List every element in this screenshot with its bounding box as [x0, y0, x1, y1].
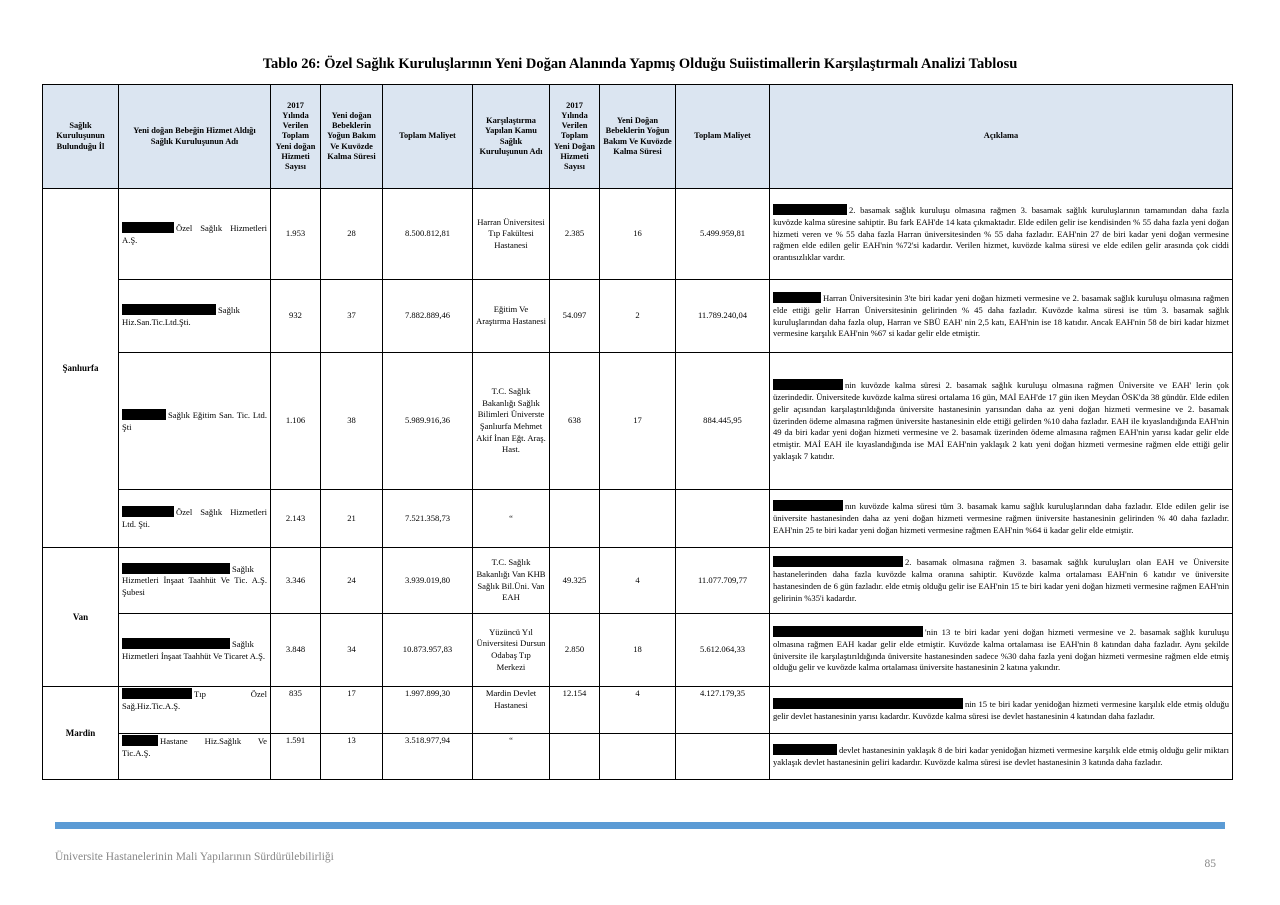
cost-cell: 8.500.812,81 — [383, 189, 473, 280]
institution-cell: Sağlık Hizmetleri İnşaat Taahhüt Ve Tic. A.Ş. Şubesi — [119, 548, 271, 614]
count-cell: 3.848 — [271, 614, 321, 687]
province-cell: Mardin — [43, 687, 119, 780]
description-cell: Harran Üniversitesinin 3'te biri kadar yeni doğan hizmeti vermesine ve 2. basamak sağlık kuruluşu olmasına rağmen elde ettiği gelir Harran Üniversitesinin gelirinden % 45 daha fazladır. Kuvözde kalma süresi ise tüm 3. basamak sağlık kuruluşlarından daha fazla olup, Harran ve SBÜ EAH' nin 2,5 katı, EAH'nin ise 18 katıdır. Ancak EAH'nin 58 de biri kadar hizmet vermesine karşılık EAH'nin %67 si kadar gelir elde etmiştir. — [770, 280, 1233, 353]
institution-cell: Sağlık Hizmetleri İnşaat Taahhüt Ve Ticaret A.Ş. — [119, 614, 271, 687]
comparison-table — [42, 84, 1233, 780]
table-row — [43, 734, 1233, 780]
comp-count-cell — [550, 734, 600, 780]
redaction-bar — [773, 292, 821, 303]
header-province: Sağlık Kuruluşunun Bulunduğu İl — [43, 85, 119, 189]
comp-cost-cell: 4.127.179,35 — [676, 687, 770, 734]
description-cell: 2. basamak olmasına rağmen 3. basamak sağlık kuruluşları olan EAH ve Üniversite hastanelerinden daha fazla kuvözde kalma oranına sahiptir. Kuvözde kalma ortalaması EAH'nin 6 katıdır ve üniversite hastanesinden de 6 gün fazladır. elde etmiş olduğu gelir ise EAH'nin 15 te biri kadar yeni doğan hizmeti vermesine rağmen EAH'nin gelirinin %35'i kadardır. — [770, 548, 1233, 614]
table-row — [43, 614, 1233, 687]
table-row — [43, 548, 1233, 614]
redaction-bar — [122, 638, 230, 649]
comp-institution-cell: Harran Üniversitesi Tıp Fakültesi Hastanesi — [473, 189, 550, 280]
count-cell: 2.143 — [271, 490, 321, 548]
description-cell: nin 15 te biri kadar yenidoğan hizmeti vermesine karşılık elde etmiş olduğu gelir devlet hastanesinin yarısı kadardır. Kuvözde kalma süresi ise devlet hastanesinin 4 katından daha fazladır. — [770, 687, 1233, 734]
redaction-bar — [122, 688, 192, 699]
province-cell: Şanlıurfa — [43, 189, 119, 548]
cost-cell: 3.939.019,80 — [383, 548, 473, 614]
count-cell: 1.953 — [271, 189, 321, 280]
comp-stay-cell — [600, 490, 676, 548]
comp-stay-cell: 4 — [600, 687, 676, 734]
redaction-bar — [122, 222, 174, 233]
stay-cell: 34 — [321, 614, 383, 687]
comp-cost-cell: 884.445,95 — [676, 353, 770, 490]
comp-stay-cell: 18 — [600, 614, 676, 687]
institution-cell: Sağlık Eğitim San. Tic. Ltd. Şti — [119, 353, 271, 490]
header-count: 2017 Yılında Verilen Toplam Yeni doğan Hizmeti Sayısı — [271, 85, 321, 189]
redaction-bar — [122, 563, 230, 574]
header-description: Açıklama — [770, 85, 1233, 189]
description-cell: 2. basamak sağlık kuruluşu olmasına rağmen 3. basamak sağlık kuruluşlarının tamamından daha fazla kuvözde kalma süresine sahiptir. Bu fark EAH'de 14 kata çıkmaktadır. Elde edilen gelir ise kendisinden % 55 daha fazla yeni doğan hizmeti veren ve % 55 daha fazla Harran üniversitesinden % 55 daha fazladır. EAH'nin 27 de biri kadar yeni doğan vermesine rağmen elde edilen gelir EAH'nin %72'si kadardır. Verilen hizmet, kuvözde kalma süresi ve elde edilen gelir arasında çok ciddi orantısızlıklar vardır. — [770, 189, 1233, 280]
redaction-bar — [773, 744, 837, 755]
redaction-bar — [122, 409, 166, 420]
table-title: Tablo 26: Özel Sağlık Kuruluşlarının Yeni Doğan Alanında Yapmış Olduğu Suiistimallerin Karşılaştırmalı Analizi Tablosu — [262, 56, 1018, 72]
comp-institution-cell: Yüzüncü Yıl Üniversitesi Dursun Odabaş Tıp Merkezi — [473, 614, 550, 687]
comp-stay-cell: 16 — [600, 189, 676, 280]
comp-cost-cell: 11.789.240,04 — [676, 280, 770, 353]
comp-stay-cell — [600, 734, 676, 780]
count-cell: 835 — [271, 687, 321, 734]
header-comp-stay: Yeni Doğan Bebeklerin Yoğun Bakım Ve Kuvözde Kalma Süresi — [600, 85, 676, 189]
comp-count-cell: 638 — [550, 353, 600, 490]
stay-cell: 21 — [321, 490, 383, 548]
comp-cost-cell — [676, 490, 770, 548]
cost-cell: 10.873.957,83 — [383, 614, 473, 687]
comp-cost-cell: 11.077.709,77 — [676, 548, 770, 614]
comp-stay-cell: 4 — [600, 548, 676, 614]
comp-count-cell: 2.850 — [550, 614, 600, 687]
comp-institution-cell: T.C. Sağlık Bakanlığı Sağlık Bilimleri Üniverste Şanlıurfa Mehmet Akif İnan Eğt. Araş. Hast. — [473, 353, 550, 490]
comp-cost-cell: 5.612.064,33 — [676, 614, 770, 687]
cost-cell: 7.521.358,73 — [383, 490, 473, 548]
comp-count-cell: 2.385 — [550, 189, 600, 280]
comp-stay-cell: 17 — [600, 353, 676, 490]
redaction-bar — [773, 204, 847, 215]
redaction-bar — [122, 304, 216, 315]
description-cell: devlet hastanesinin yaklaşık 8 de biri kadar yenidoğan hizmeti vermesine karşılık elde etmiş olduğu gelir miktarı yaklaşık devlet hastanesinin geliri kadardır. Kuvözde kalma süresi ise devlet hastanesinin 3 katında daha fazladır. — [770, 734, 1233, 780]
comp-institution-cell: “ — [473, 490, 550, 548]
institution-cell: Tıp Özel Sağ.Hiz.Tic.A.Ş. — [119, 687, 271, 734]
description-cell: 'nin 13 te biri kadar yeni doğan hizmeti vermesine ve 2. basamak sağlık kuruluşu olmasına rağmen EAH kadar gelir elde etmiştir. Kuvözde kalma ortalaması ise EAH'nin 8 katından daha fazladır. Aynı şekilde üniversite ile karşılaştırıldığında üniversite hastanesinden sadece %30 daha fazla yeni doğan hizmeti vermesine rağmen elde etmiş olduğu gelir ve kuvözde kalma ortalaması üniversite hastanesinin 2 katına yakındır. — [770, 614, 1233, 687]
redaction-bar — [122, 735, 158, 746]
redaction-bar — [773, 626, 923, 637]
redaction-bar — [122, 506, 174, 517]
comp-count-cell — [550, 490, 600, 548]
table-row — [43, 687, 1233, 734]
page-number: 85 — [1204, 858, 1216, 870]
header-comp-count: 2017 Yılında Verilen Toplam Yeni Doğan Hizmeti Sayısı — [550, 85, 600, 189]
comp-cost-cell: 5.499.959,81 — [676, 189, 770, 280]
count-cell: 3.346 — [271, 548, 321, 614]
comp-institution-cell: Mardin Devlet Hastanesi — [473, 687, 550, 734]
stay-cell: 38 — [321, 353, 383, 490]
stay-cell: 37 — [321, 280, 383, 353]
footer-divider — [55, 822, 1225, 829]
table-row — [43, 353, 1233, 490]
stay-cell: 17 — [321, 687, 383, 734]
comp-cost-cell — [676, 734, 770, 780]
cost-cell: 5.989.916,36 — [383, 353, 473, 490]
table-row — [43, 280, 1233, 353]
cost-cell: 3.518.977,94 — [383, 734, 473, 780]
comp-institution-cell: T.C. Sağlık Bakanlığı Van KHB Sağlık Bil.Üni. Van EAH — [473, 548, 550, 614]
province-cell: Van — [43, 548, 119, 687]
description-cell: nın kuvözde kalma süresi tüm 3. basamak kamu sağlık kuruluşlarından daha fazladır. Elde edilen gelir ise üniversite hastanesinden daha az yeni doğan hizmeti vermesine rağmen üniversite hastanesinin gelirinden % 40 daha fazladır. EAH'nin 25 te biri kadar yeni doğan hizmeti vermesine rağmen EAH'nin %64 ü kadar gelir elde etmiştir. — [770, 490, 1233, 548]
cost-cell: 7.882.889,46 — [383, 280, 473, 353]
comp-stay-cell: 2 — [600, 280, 676, 353]
institution-cell: Sağlık Hiz.San.Tic.Ltd.Şti. — [119, 280, 271, 353]
table-row — [43, 189, 1233, 280]
table-row — [43, 490, 1233, 548]
count-cell: 932 — [271, 280, 321, 353]
stay-cell: 28 — [321, 189, 383, 280]
comp-institution-cell: “ — [473, 734, 550, 780]
header-comp-institution: Karşılaştırma Yapılan Kamu Sağlık Kuruluşunun Adı — [473, 85, 550, 189]
cost-cell: 1.997.899,30 — [383, 687, 473, 734]
comp-count-cell: 54.097 — [550, 280, 600, 353]
header-cost: Toplam Maliyet — [383, 85, 473, 189]
count-cell: 1.106 — [271, 353, 321, 490]
institution-cell: Hastane Hiz.Sağlık Ve Tic.A.Ş. — [119, 734, 271, 780]
redaction-bar — [773, 379, 843, 390]
header-stay: Yeni doğan Bebeklerin Yoğun Bakım Ve Kuvözde Kalma Süresi — [321, 85, 383, 189]
redaction-bar — [773, 556, 903, 567]
redaction-bar — [773, 500, 843, 511]
stay-cell: 13 — [321, 734, 383, 780]
count-cell: 1.591 — [271, 734, 321, 780]
comp-count-cell: 49.325 — [550, 548, 600, 614]
stay-cell: 24 — [321, 548, 383, 614]
header-comp-cost: Toplam Maliyet — [676, 85, 770, 189]
institution-cell: Özel Sağlık Hizmetleri A.Ş. — [119, 189, 271, 280]
comp-count-cell: 12.154 — [550, 687, 600, 734]
comp-institution-cell: Eğitim Ve Araştırma Hastanesi — [473, 280, 550, 353]
redaction-bar — [773, 698, 963, 709]
description-cell: nin kuvözde kalma süresi 2. basamak sağlık kuruluşu olmasına rağmen Üniversite ve EAH' lerin çok üzerindedir. Üniversitede kuvözde kalma süresi ortalama 16 gün, MAİ EAH'de 17 gün iken Meydan ÖSK'da 38 gündür. Elde edilen gelir açısından karşılaştırıldığında üniversite hastanesinin yarısından daha az yeni doğan hizmeti vermesine ve 2. basamak üzerinden ödeme almasına rağmen üniversite hastanesinin elde ettiği gelirden %10 daha fazladır. EAH ile kıyaslandığında EAH'nin 49 da biri kadar yeni doğan hizmeti vermesine ve 2. basamak üzerinden ödeme almasına rağmen EAH'nin yarısı kadar gelir elde etmiştir. MAİ EAH ile kıyaslandığında ise MAİ EAH'nin yaklaşık 2 katı yeni doğan hizmeti vermesine rağmen elde ettiği gelir yaklaşık 7 katıdır. — [770, 353, 1233, 490]
footer-title: Üniversite Hastanelerinin Mali Yapılarının Sürdürülebilirliği — [55, 851, 334, 863]
institution-cell: Özel Sağlık Hizmetleri Ltd. Şti. — [119, 490, 271, 548]
header-institution: Yeni doğan Bebeğin Hizmet Aldığı Sağlık Kuruluşunun Adı — [119, 85, 271, 189]
